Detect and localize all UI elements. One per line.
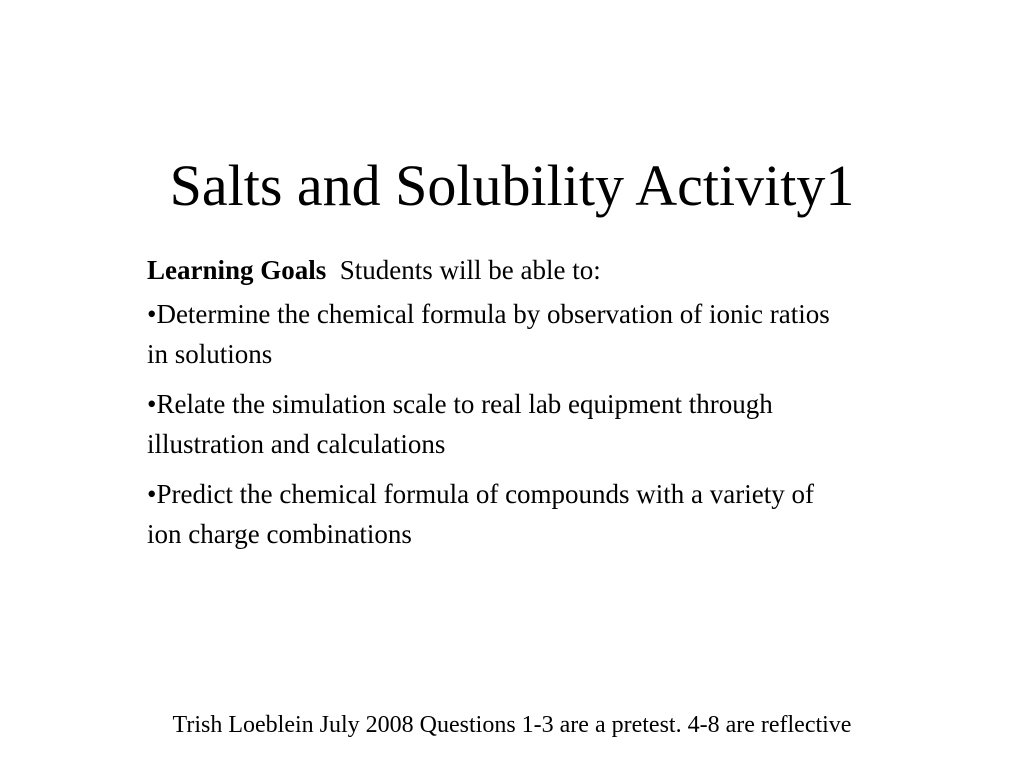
- learning-goals-heading: [147, 250, 847, 290]
- slide-footer: Trish Loeblein July 2008 Questions 1-3 are a pretest. 4-8 are reflective: [172, 712, 852, 738]
- learning-goals-label: Learning Goals: [147, 255, 327, 285]
- learning-goals: [147, 250, 847, 564]
- slide-title: Salts and Solubility Activity1: [169, 153, 855, 218]
- goal-item-3: •Predict the chemical formula of compounds with a variety of ion charge combinations: [147, 479, 814, 549]
- goal-item-2: •Relate the simulation scale to real lab equipment through illustration and calculations: [147, 389, 773, 459]
- learning-goals-intro: Students will be able to:: [339, 255, 601, 285]
- goal-item-1: •Determine the chemical formula by observation of ionic ratios in solutions: [147, 299, 830, 369]
